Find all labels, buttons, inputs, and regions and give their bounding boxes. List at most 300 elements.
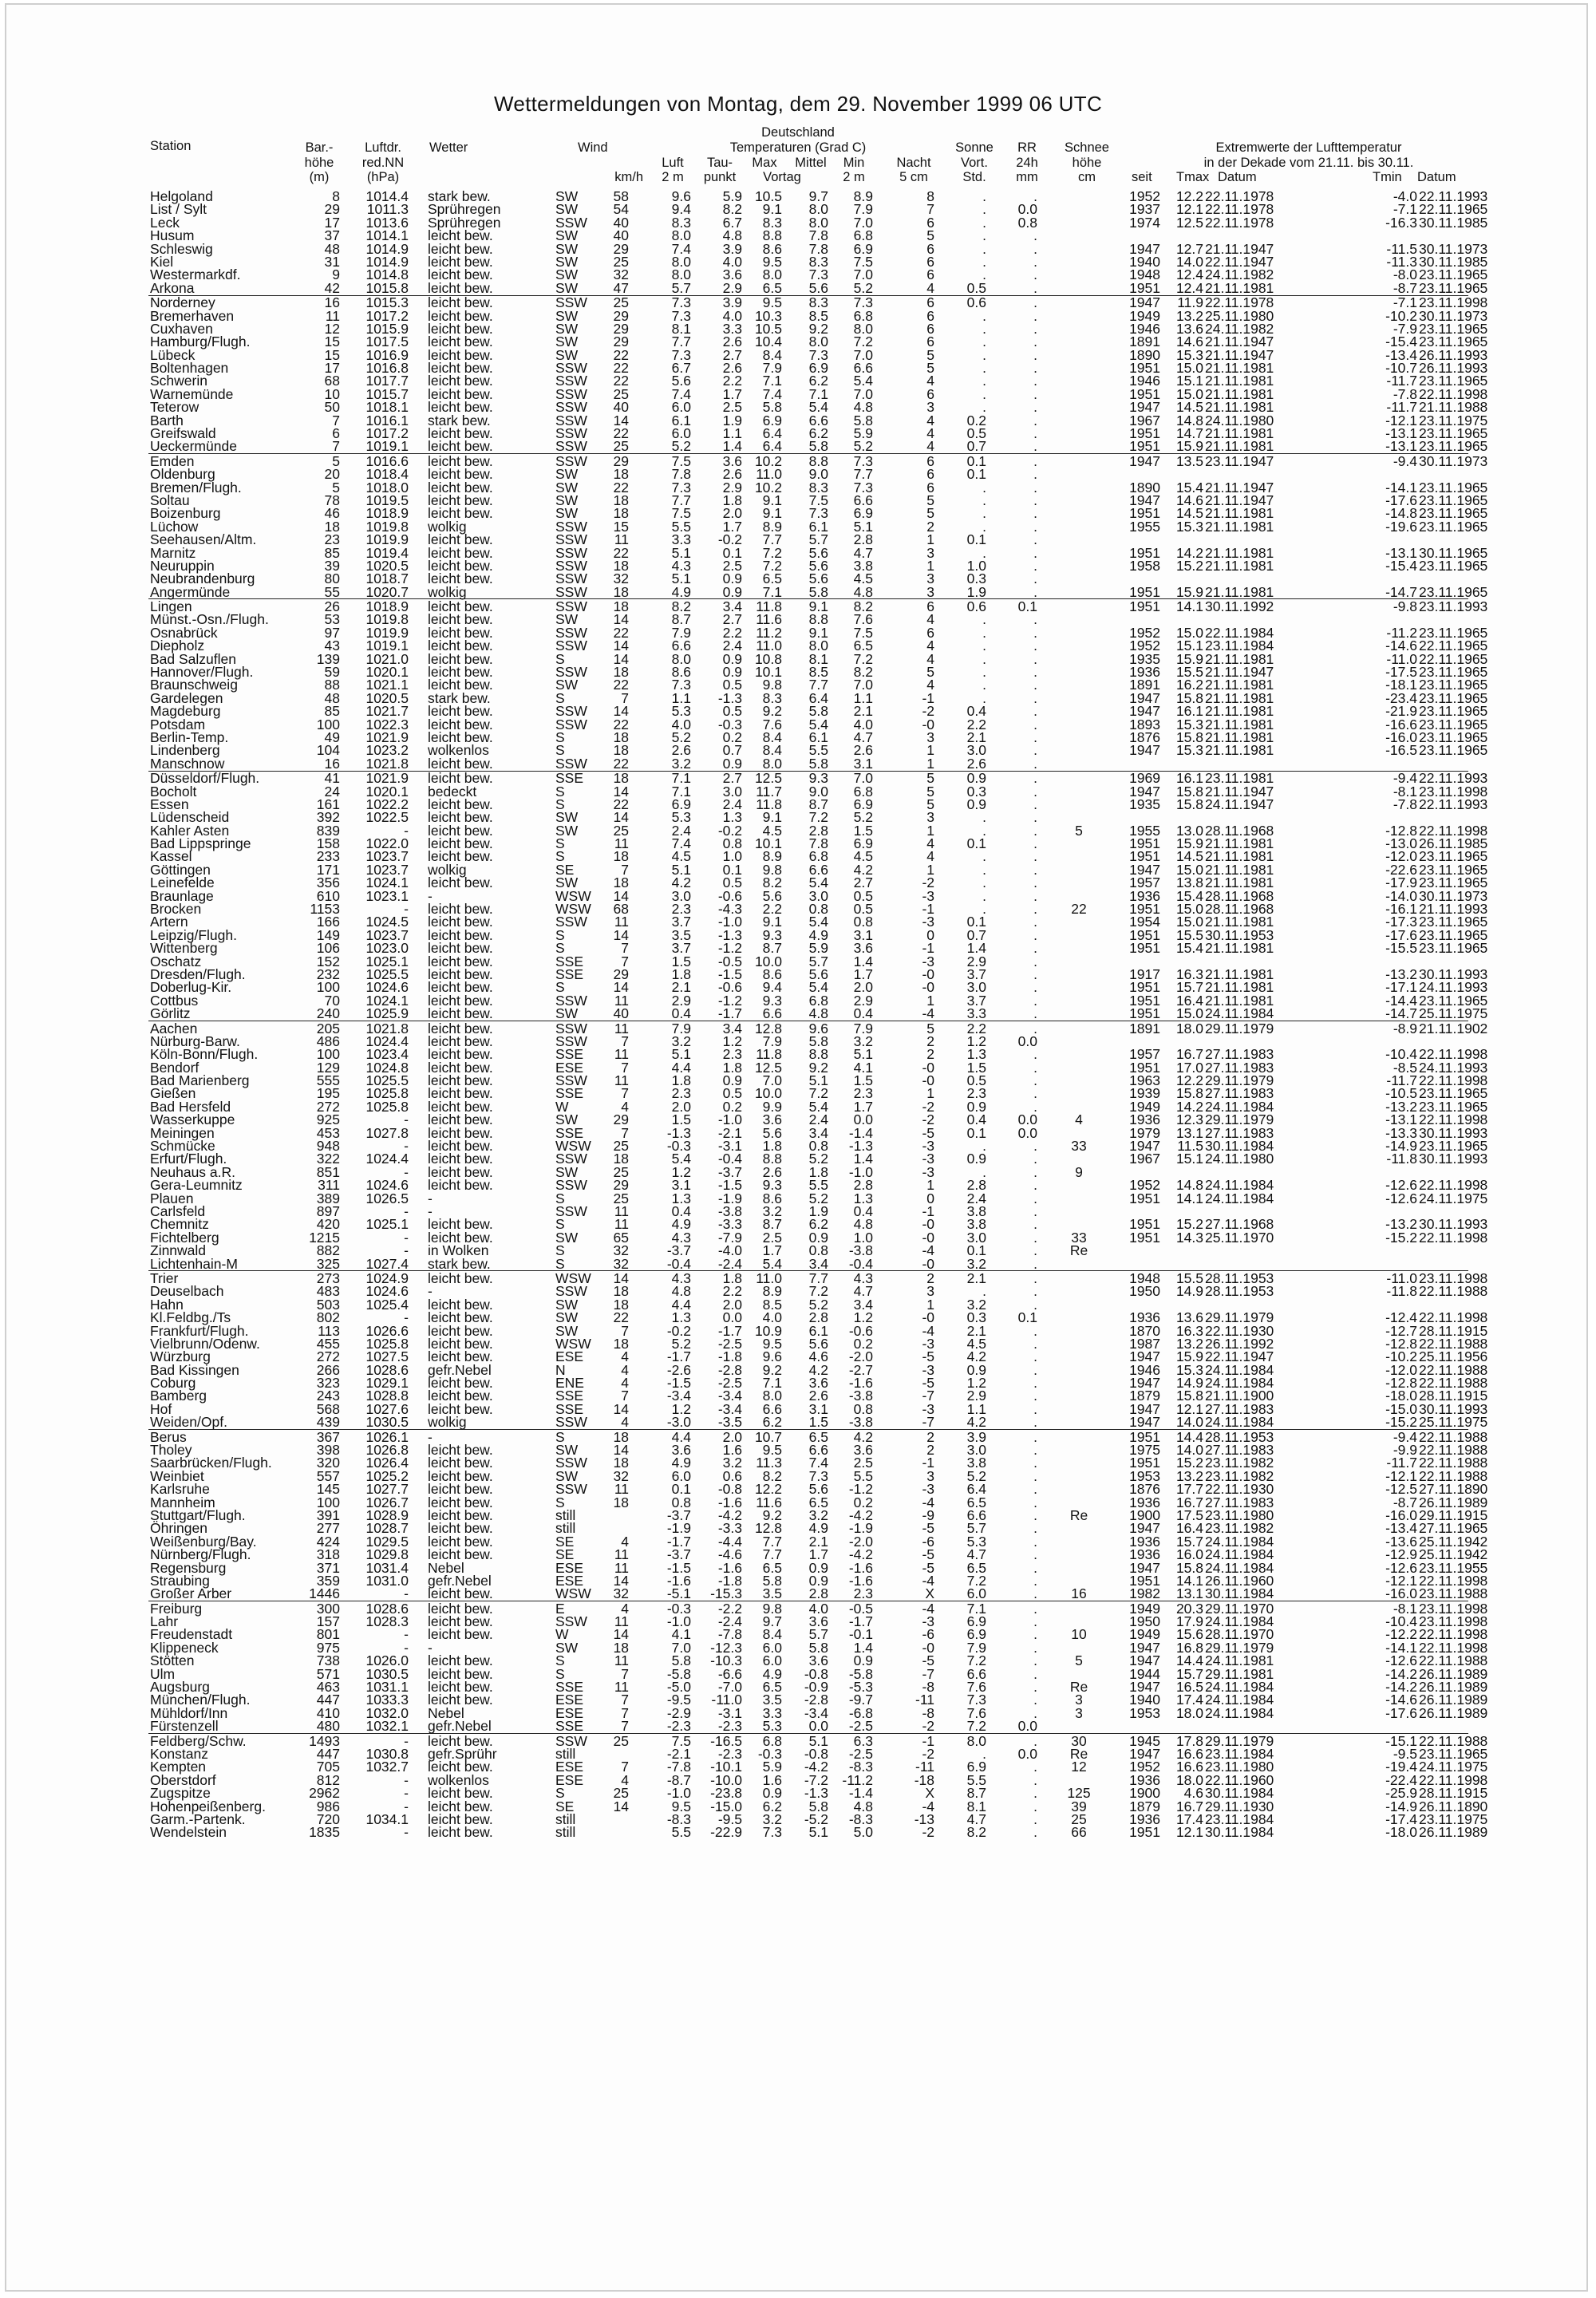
cell-wind-speed: 4 [621, 1376, 629, 1389]
cell-since: 1947 [1129, 296, 1160, 309]
cell-sunshine: 6.9 [967, 1615, 986, 1628]
cell-wind-speed: 18 [614, 1641, 629, 1654]
cell-since: 1947 [1129, 1403, 1160, 1416]
cell-wind-dir: SSW [555, 757, 587, 770]
cell-baro-height: 15 [325, 335, 340, 348]
cell-since: 1947 [1129, 863, 1160, 876]
cell-night-5cm: 4 [926, 639, 934, 652]
cell-tmax: 12.1 [1176, 1403, 1203, 1416]
cell-wind-speed: 11 [614, 533, 629, 546]
cell-tmin: -16.1 [1385, 902, 1417, 915]
cell-sunshine: 0.7 [967, 929, 986, 942]
cell-tmax-date: 21.11.1981 [1205, 692, 1274, 705]
cell-pressure: 1019.9 [365, 626, 409, 639]
cell-mean-prev: 9.0 [809, 468, 828, 480]
cell-min-2m: 7.5 [854, 626, 873, 639]
cell-tmax: 15.7 [1176, 981, 1203, 993]
cell-wind-speed: 11 [614, 1048, 629, 1060]
cell-station: Brocken [150, 902, 201, 915]
cell-wind-speed: 29 [614, 310, 629, 322]
cell-mean-prev: 5.8 [809, 1800, 828, 1813]
cell-pressure: 1028.6 [365, 1602, 409, 1615]
cell-station: Wasserkuppe [150, 1113, 235, 1126]
cell-dew-point: 1.3 [723, 811, 742, 823]
cell-since: 1947 [1129, 785, 1160, 798]
cell-tmin-date: 30.11.1973 [1419, 310, 1487, 322]
cell-tmax-date: 21.11.1981 [1205, 440, 1274, 452]
cell-tmin-date: 25.11.1975 [1419, 1007, 1487, 1020]
cell-tmax: 12.2 [1176, 1074, 1203, 1087]
cell-night-5cm: 3 [926, 731, 934, 744]
cell-min-2m: 0.9 [854, 1654, 873, 1667]
cell-sunshine: . [982, 626, 986, 639]
cell-max-prev: 9.7 [763, 1615, 782, 1628]
cell-temp-air: 5.3 [672, 811, 691, 823]
cell-weather: leicht bew. [428, 678, 493, 691]
cell-pressure: 1015.8 [365, 282, 409, 294]
cell-tmax-date: 23.11.1984 [1205, 639, 1274, 652]
cell-since: 1947 [1129, 1350, 1160, 1363]
cell-dew-point: 1.6 [723, 1443, 742, 1456]
cell-sunshine: . [982, 388, 986, 401]
cell-weather: leicht bew. [428, 1693, 493, 1706]
cell-min-2m: 7.5 [854, 255, 873, 268]
cell-station: Stötten [150, 1654, 194, 1667]
cell-wind-speed: 22 [614, 626, 629, 639]
cell-max-prev: 9.1 [763, 203, 782, 215]
cell-sunshine: . [982, 229, 986, 242]
cell-min-2m: 1.4 [854, 955, 873, 968]
cell-wind-dir: S [555, 653, 565, 665]
cell-night-5cm: 8 [926, 190, 934, 203]
cell-weather: leicht bew. [428, 981, 493, 993]
cell-mean-prev: 9.0 [809, 785, 828, 798]
cell-wind-speed: 18 [614, 1456, 629, 1469]
cell-tmax-date: 27.11.1983 [1205, 1048, 1274, 1060]
cell-since: 1974 [1129, 216, 1160, 229]
cell-min-2m: 7.3 [854, 455, 873, 468]
cell-min-2m: 5.9 [854, 427, 873, 440]
cell-wind-dir: ESE [555, 1350, 583, 1363]
cell-baro-height: 323 [317, 1376, 340, 1389]
cell-precip: . [1033, 1826, 1037, 1838]
cell-baro-height: 389 [317, 1192, 340, 1205]
cell-tmin: -14.6 [1385, 1693, 1417, 1706]
cell-temp-air: 3.2 [672, 1035, 691, 1048]
cell-weather: leicht bew. [428, 1350, 493, 1363]
cell-wind-speed: 7 [621, 863, 629, 876]
cell-weather: - [428, 1205, 433, 1218]
cell-night-5cm: -11 [915, 1693, 934, 1706]
cell-station: Husum [150, 229, 194, 242]
cell-since: 1951 [1129, 1007, 1160, 1020]
cell-tmax: 15.1 [1176, 374, 1203, 387]
cell-pressure: 1018.0 [365, 481, 409, 494]
cell-tmin-date: 26.11.1989 [1419, 1668, 1487, 1680]
cell-temp-air: -5.1 [667, 1587, 691, 1600]
header-tmin: Tmin [1373, 171, 1402, 184]
cell-wind-speed: 25 [614, 388, 629, 401]
cell-precip: . [1033, 718, 1037, 731]
cell-pressure: 1020.1 [365, 665, 409, 678]
cell-mean-prev: 0.9 [809, 1231, 828, 1244]
header-nacht-b: 5 cm [886, 171, 942, 184]
cell-sunshine: 8.1 [967, 1800, 986, 1813]
cell-tmin: -12.4 [1385, 1311, 1417, 1324]
cell-night-5cm: -0 [922, 1061, 934, 1074]
cell-sunshine: . [982, 243, 986, 255]
cell-mean-prev: 8.5 [809, 665, 828, 678]
cell-tmax-date: 22.11.1947 [1205, 1350, 1274, 1363]
cell-tmax: 15.2 [1176, 1456, 1203, 1469]
cell-mean-prev: 6.1 [809, 1325, 828, 1337]
cell-tmax-date: 21.11.1981 [1205, 520, 1274, 533]
cell-baro-height: 480 [317, 1720, 340, 1732]
cell-wind-dir: S [555, 1244, 565, 1257]
cell-mean-prev: 3.4 [809, 1258, 828, 1270]
cell-tmax-date: 25.11.1980 [1205, 310, 1274, 322]
cell-dew-point: 3.9 [723, 296, 742, 309]
cell-wind-speed: 25 [614, 1735, 629, 1747]
cell-tmax-date: 21.11.1981 [1205, 994, 1274, 1007]
cell-sunshine: 3.7 [967, 994, 986, 1007]
cell-mean-prev: 5.8 [809, 757, 828, 770]
cell-temp-air: 5.1 [672, 863, 691, 876]
cell-temp-air: 2.3 [672, 1087, 691, 1100]
cell-snow: 30 [1047, 1735, 1111, 1747]
cell-tmax: 16.4 [1176, 994, 1203, 1007]
header-kmh: km/h [591, 171, 643, 184]
cell-precip: . [1033, 1285, 1037, 1297]
cell-tmin-date: 21.11.1988 [1419, 401, 1487, 413]
cell-station: Fürstenzell [150, 1720, 219, 1732]
cell-sunshine: 0.1 [967, 1244, 986, 1257]
cell-wind-dir: WSW [555, 1272, 591, 1285]
cell-dew-point: 0.8 [723, 837, 742, 850]
cell-precip: 0.0 [1018, 1035, 1037, 1048]
cell-pressure: 1028.6 [365, 1364, 409, 1376]
cell-max-prev: 7.2 [763, 547, 782, 559]
cell-mean-prev: -3.4 [804, 1707, 828, 1720]
cell-mean-prev: 6.5 [809, 1431, 828, 1443]
header-luft-b: 2 m [653, 171, 693, 184]
cell-wind-speed: 4 [621, 1416, 629, 1428]
cell-temp-air: 9.6 [672, 190, 691, 203]
cell-mean-prev: 6.1 [809, 520, 828, 533]
cell-dew-point: 4.8 [723, 229, 742, 242]
cell-wind-dir: ESE [555, 1061, 583, 1074]
cell-wind-speed: 18 [614, 744, 629, 756]
header-seit: seit [1132, 171, 1152, 184]
cell-station: Magdeburg [150, 705, 221, 717]
cell-sunshine: . [982, 876, 986, 889]
cell-temp-air: -5.0 [667, 1680, 691, 1693]
cell-tmax-date: 24.11.1982 [1205, 268, 1274, 281]
cell-wind-speed: 25 [614, 1787, 629, 1799]
cell-dew-point: -1.5 [718, 1179, 742, 1191]
cell-night-5cm: -3 [922, 915, 934, 928]
cell-temp-air: 1.3 [672, 1192, 691, 1205]
cell-wind-dir: SW [555, 1113, 578, 1126]
cell-max-prev: 2.2 [763, 902, 782, 915]
cell-max-prev: 8.4 [763, 1628, 782, 1641]
cell-since: 1947 [1129, 1139, 1160, 1152]
cell-tmin: -10.2 [1385, 1350, 1417, 1363]
cell-wind-speed: 25 [614, 296, 629, 309]
cell-wind-dir: S [555, 850, 565, 863]
cell-min-2m: 4.7 [854, 731, 873, 744]
cell-min-2m: 6.9 [854, 243, 873, 255]
cell-pressure: 1023.7 [365, 850, 409, 863]
cell-tmax: 14.4 [1176, 1431, 1203, 1443]
cell-tmin: -16.0 [1385, 731, 1417, 744]
cell-sunshine: 3.0 [967, 744, 986, 756]
cell-precip: . [1033, 1244, 1037, 1257]
cell-tmax-date: 29.11.1979 [1205, 1311, 1274, 1324]
cell-dew-point: 2.6 [723, 361, 742, 374]
cell-mean-prev: 7.3 [809, 268, 828, 281]
cell-precip: . [1033, 1192, 1037, 1205]
cell-pressure: 1025.5 [365, 1074, 409, 1087]
cell-min-2m: -3.8 [849, 1389, 873, 1402]
cell-sunshine: . [982, 547, 986, 559]
cell-tmax: 11.9 [1177, 296, 1203, 309]
cell-tmin: -17.6 [1385, 494, 1417, 507]
cell-temp-air: 4.2 [672, 876, 691, 889]
cell-tmin: -19.6 [1385, 520, 1417, 533]
cell-night-5cm: 3 [926, 586, 934, 598]
cell-temp-air: 1.5 [672, 955, 691, 968]
cell-since: 1900 [1129, 1509, 1160, 1522]
cell-tmin-date: 23.11.1975 [1419, 1813, 1487, 1826]
cell-wind-dir: SSW [555, 1035, 587, 1048]
cell-station: Köln-Bonn/Flugh. [150, 1048, 258, 1060]
cell-tmax-date: 27.11.1983 [1205, 1496, 1274, 1509]
cell-dew-point: -1.2 [718, 994, 742, 1007]
cell-sunshine: 0.3 [967, 572, 986, 585]
cell-sunshine: 2.2 [967, 718, 986, 731]
cell-weather: leicht bew. [428, 772, 493, 784]
cell-mean-prev: 6.6 [809, 1443, 828, 1456]
cell-tmin-date: 23.11.1998 [1419, 785, 1487, 798]
header-wetter: Wetter [429, 141, 468, 155]
cell-sunshine: . [982, 374, 986, 387]
cell-tmin: -12.1 [1385, 414, 1417, 427]
cell-min-2m: 7.2 [854, 335, 873, 348]
cell-mean-prev: 5.4 [809, 915, 828, 928]
cell-tmin-date: 26.11.1989 [1419, 1496, 1487, 1509]
cell-mean-prev: 7.3 [809, 349, 828, 361]
cell-max-prev: 9.3 [763, 994, 782, 1007]
cell-wind-speed: 18 [614, 850, 629, 863]
cell-tmin-date: 25.11.1956 [1419, 1350, 1487, 1363]
cell-snow: 125 [1047, 1787, 1111, 1799]
cell-weather: leicht bew. [428, 1087, 493, 1100]
cell-sunshine: 7.2 [967, 1574, 986, 1587]
cell-min-2m: -5.8 [849, 1668, 873, 1680]
cell-tmin: -12.8 [1385, 824, 1417, 837]
cell-pressure: 1027.4 [365, 1258, 409, 1270]
cell-tmin: -12.0 [1385, 1364, 1417, 1376]
cell-wind-dir: S [555, 1431, 565, 1443]
cell-min-2m: 6.9 [854, 837, 873, 850]
cell-night-5cm: 1 [926, 994, 934, 1007]
cell-wind-dir: SW [555, 507, 578, 519]
cell-wind-speed: 4 [621, 1774, 629, 1787]
header-luftdruck-1: Luftdr. [351, 141, 415, 155]
cell-weather: leicht bew. [428, 1509, 493, 1522]
cell-wind-dir: SSW [555, 1456, 587, 1469]
cell-pressure: 1034.1 [365, 1813, 409, 1826]
cell-tmax: 15.8 [1176, 798, 1203, 811]
cell-sunshine: . [982, 639, 986, 652]
cell-wind-dir: SW [555, 1470, 578, 1483]
cell-max-prev: 10.2 [755, 481, 782, 494]
cell-snow: 22 [1047, 902, 1111, 915]
cell-mean-prev: 5.4 [809, 718, 828, 731]
cell-tmax-date: 28.11.1953 [1205, 1272, 1274, 1285]
cell-sunshine: 6.5 [967, 1496, 986, 1509]
cell-temp-air: -5.8 [667, 1668, 691, 1680]
cell-tmax-date: 28.11.1968 [1205, 890, 1274, 902]
cell-sunshine: 4.2 [967, 1350, 986, 1363]
cell-min-2m: -2.5 [849, 1747, 873, 1760]
cell-precip: . [1033, 785, 1037, 798]
cell-wind-dir: SW [555, 1166, 578, 1179]
cell-wind-dir: S [555, 692, 565, 705]
cell-precip: . [1033, 322, 1037, 335]
cell-mean-prev: 7.8 [809, 837, 828, 850]
cell-precip: . [1033, 255, 1037, 268]
cell-baro-height: 39 [325, 559, 340, 572]
cell-dew-point: 2.0 [723, 1298, 742, 1311]
cell-pressure: 1032.1 [365, 1720, 409, 1732]
cell-weather: leicht bew. [428, 229, 493, 242]
cell-wind-speed: 32 [614, 1470, 629, 1483]
cell-precip: . [1033, 837, 1037, 850]
cell-tmin-date: 22.11.1988 [1419, 1376, 1487, 1389]
cell-since: 1952 [1129, 1179, 1160, 1191]
cell-precip: . [1033, 1139, 1037, 1152]
cell-min-2m: 7.2 [854, 653, 873, 665]
cell-tmax: 20.3 [1176, 1602, 1203, 1615]
cell-baro-height: 839 [317, 824, 340, 837]
cell-max-prev: 8.6 [763, 1192, 782, 1205]
cell-tmax-date: 24.11.1984 [1205, 1179, 1274, 1191]
cell-night-5cm: -0 [922, 1311, 934, 1324]
cell-night-5cm: -4 [922, 1574, 934, 1587]
cell-tmax: 14.5 [1176, 507, 1203, 519]
cell-pressure: 1021.8 [365, 1022, 409, 1035]
cell-temp-air: -0.4 [667, 1258, 691, 1270]
cell-temp-air: 7.4 [672, 388, 691, 401]
cell-precip: . [1033, 1325, 1037, 1337]
cell-sunshine: . [982, 401, 986, 413]
cell-mean-prev: 0.0 [809, 1720, 828, 1732]
cell-since: 1953 [1129, 1707, 1160, 1720]
cell-baro-height: 272 [317, 1350, 340, 1363]
cell-tmin-date: 26.11.1989 [1419, 1693, 1487, 1706]
cell-tmax: 17.4 [1176, 1813, 1203, 1826]
cell-weather: leicht bew. [428, 1735, 493, 1747]
cell-weather: leicht bew. [428, 1152, 493, 1165]
cell-mean-prev: 9.7 [809, 190, 828, 203]
cell-sunshine: . [982, 678, 986, 691]
cell-tmin: -10.4 [1385, 1048, 1417, 1060]
cell-tmax-date: 21.11.1981 [1205, 374, 1274, 387]
cell-tmax: 15.8 [1176, 785, 1203, 798]
cell-dew-point: 3.6 [723, 455, 742, 468]
cell-tmax-date: 21.11.1947 [1205, 335, 1274, 348]
cell-baro-height: 277 [317, 1522, 340, 1534]
cell-mean-prev: 5.8 [809, 586, 828, 598]
cell-since: 1957 [1129, 1048, 1160, 1060]
cell-dew-point: 2.2 [723, 374, 742, 387]
cell-precip: . [1033, 243, 1037, 255]
cell-wind-speed: 11 [614, 1022, 629, 1035]
cell-tmin: -10.4 [1385, 1615, 1417, 1628]
cell-night-5cm: 2 [926, 1035, 934, 1048]
cell-tmax-date: 21.11.1981 [1205, 678, 1274, 691]
cell-dew-point: 2.7 [723, 349, 742, 361]
cell-tmax: 15.6 [1176, 1628, 1203, 1641]
cell-weather: leicht bew. [428, 824, 493, 837]
cell-max-prev: 8.9 [763, 1285, 782, 1297]
cell-max-prev: 7.3 [763, 1826, 782, 1838]
cell-precip: . [1033, 1509, 1037, 1522]
cell-tmin-date: 23.11.1965 [1419, 1139, 1487, 1152]
cell-since: 1917 [1129, 968, 1160, 981]
cell-wind-speed: 18 [614, 731, 629, 744]
cell-tmin: -12.1 [1385, 1470, 1417, 1483]
cell-station: Arkona [150, 282, 194, 294]
cell-max-prev: 8.4 [763, 744, 782, 756]
cell-min-2m: 5.2 [854, 811, 873, 823]
cell-pressure: - [404, 1641, 409, 1654]
cell-weather: leicht bew. [428, 1654, 493, 1667]
cell-max-prev: 9.5 [763, 255, 782, 268]
cell-night-5cm: -3 [922, 955, 934, 968]
cell-precip: . [1033, 1641, 1037, 1654]
cell-tmin-date: 30.11.1965 [1419, 547, 1487, 559]
cell-wind-dir: ENE [555, 1376, 584, 1389]
cell-wind-speed: 11 [614, 1205, 629, 1218]
cell-tmax: 13.5 [1176, 455, 1203, 468]
cell-max-prev: 6.6 [763, 1007, 782, 1020]
cell-weather: leicht bew. [428, 955, 493, 968]
cell-sunshine: 7.3 [967, 1693, 986, 1706]
cell-mean-prev: 8.8 [809, 613, 828, 626]
cell-night-5cm: -2 [922, 1720, 934, 1732]
cell-pressure: 1025.8 [365, 1100, 409, 1113]
cell-tmin-date: 26.11.1890 [1419, 1800, 1487, 1813]
cell-temp-air: 5.7 [672, 282, 691, 294]
cell-station: Münst.-Osn./Flugh. [150, 613, 269, 626]
cell-tmax-date: 21.11.1947 [1205, 494, 1274, 507]
cell-temp-air: 5.4 [672, 1152, 691, 1165]
cell-tmax: 17.0 [1176, 1061, 1203, 1074]
header-rr-c: mm [1007, 171, 1047, 184]
cell-baro-height: 100 [317, 718, 340, 731]
cell-station: Bad Hersfeld [150, 1100, 231, 1113]
cell-tmax: 13.6 [1176, 1311, 1203, 1324]
cell-sunshine: 0.1 [967, 468, 986, 480]
cell-max-prev: 10.9 [755, 1325, 782, 1337]
cell-sunshine: 3.0 [967, 1443, 986, 1456]
cell-wind-dir: SSW [555, 705, 587, 717]
cell-tmax-date: 24.11.1984 [1205, 1100, 1274, 1113]
cell-since: 1879 [1129, 1389, 1160, 1402]
